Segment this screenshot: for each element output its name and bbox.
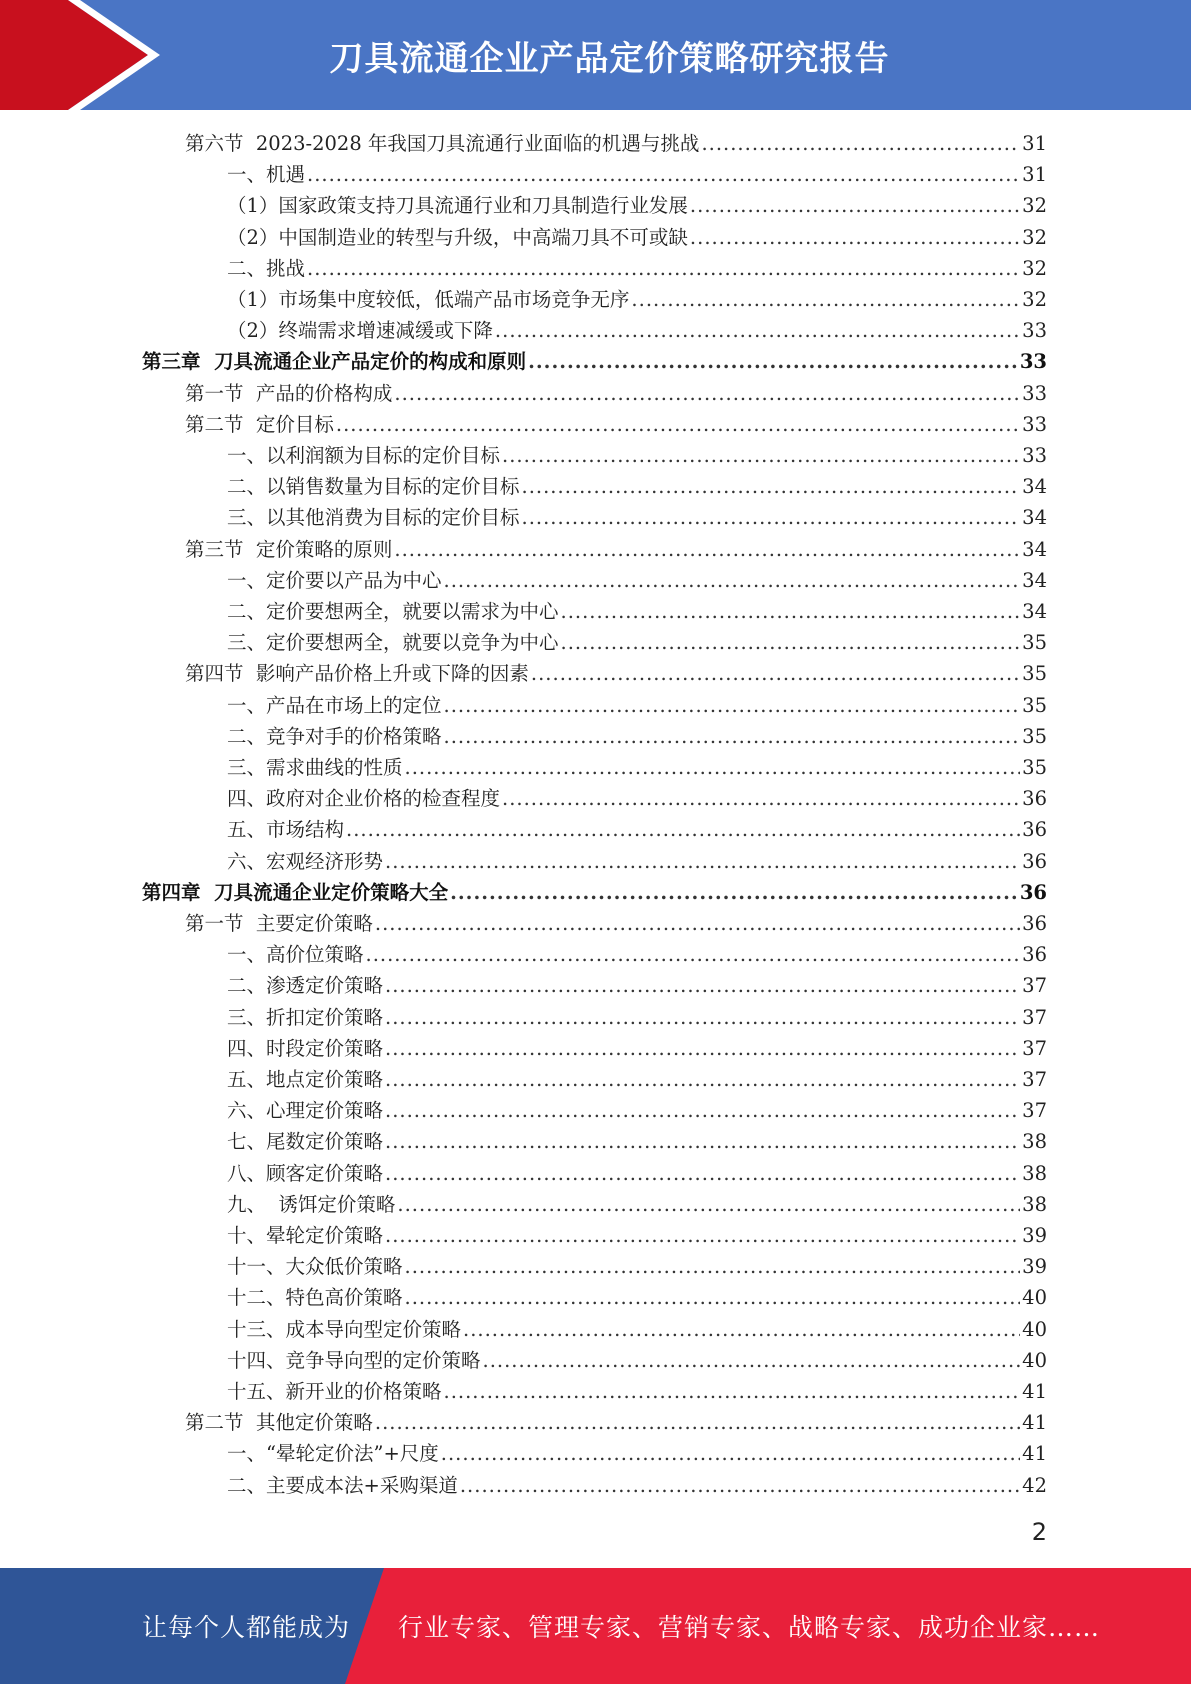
toc-entry-page: 36 xyxy=(1019,880,1047,904)
toc-entry-page: 33 xyxy=(1022,381,1047,405)
toc-entry-label: 三、定价要想两全，就要以竞争为中心 xyxy=(227,631,559,655)
report-header xyxy=(0,0,1191,110)
toc-entry-page: 37 xyxy=(1022,1036,1047,1060)
toc-entry-page: 38 xyxy=(1022,1161,1047,1185)
toc-entry-label: 六、宏观经济形势 xyxy=(227,849,384,873)
toc-entry-page: 39 xyxy=(1022,1224,1047,1247)
toc-dot-leader xyxy=(444,565,1021,596)
toc-dot-leader xyxy=(397,1189,1020,1220)
toc-entry[interactable] xyxy=(227,565,1047,596)
report-title: 刀具流通企业产品定价策略研究报告 xyxy=(329,38,890,79)
toc-dot-leader xyxy=(385,1064,1020,1095)
toc-dot-leader xyxy=(460,1470,1020,1501)
toc-dot-leader xyxy=(375,908,1020,939)
toc-entry-page: 34 xyxy=(1022,568,1047,592)
toc-dot-leader xyxy=(561,627,1021,658)
toc-entry-label: 二、主要成本法+采购渠道 xyxy=(227,1473,458,1497)
toc-dot-leader xyxy=(394,378,1020,409)
toc-entry-page: 34 xyxy=(1022,506,1047,530)
toc-dot-leader xyxy=(690,222,1020,253)
toc-entry[interactable] xyxy=(227,222,1047,253)
toc-entry-label: 第三章 刀具流通企业产品定价的构成和原则 xyxy=(142,350,527,374)
toc-entry[interactable] xyxy=(185,658,1047,689)
toc-dot-leader xyxy=(405,752,1021,783)
toc-entry[interactable] xyxy=(227,1314,1047,1345)
toc-dot-leader xyxy=(385,1095,1020,1126)
toc-entry-label: 五、市场结构 xyxy=(227,818,345,842)
toc-entry-label: 第一节 主要定价策略 xyxy=(185,912,373,935)
toc-entry-label: 九、 诱饵定价策略 xyxy=(227,1192,396,1216)
toc-dot-leader xyxy=(483,1345,1021,1376)
toc-entry[interactable] xyxy=(227,1033,1047,1064)
toc-dot-leader xyxy=(495,315,1020,346)
toc-dot-leader xyxy=(444,721,1021,752)
toc-entry[interactable] xyxy=(185,534,1047,565)
toc-dot-leader xyxy=(385,1126,1020,1157)
toc-entry-page: 38 xyxy=(1022,1192,1047,1216)
toc-entry-page: 33 xyxy=(1022,444,1047,467)
toc-entry-label: 三、折扣定价策略 xyxy=(227,1005,384,1029)
toc-entry-label: （1）市场集中度较低，低端产品市场竞争无序 xyxy=(227,288,630,311)
toc-entry-page: 40 xyxy=(1022,1317,1047,1341)
toc-entry[interactable] xyxy=(227,190,1047,221)
toc-dot-leader xyxy=(346,814,1020,845)
toc-entry[interactable] xyxy=(227,1002,1047,1033)
toc-entry-page: 33 xyxy=(1019,350,1047,374)
toc-entry[interactable] xyxy=(227,690,1047,721)
toc-entry[interactable] xyxy=(227,253,1047,284)
toc-chapter-entry[interactable] xyxy=(142,877,1047,908)
toc-entry-label: 一、产品在市场上的定位 xyxy=(227,693,442,717)
toc-entry-page: 41 xyxy=(1022,1380,1047,1403)
toc-entry-label: 一、高价位策略 xyxy=(227,943,364,967)
toc-dot-leader xyxy=(394,534,1020,565)
toc-dot-leader xyxy=(690,190,1020,221)
toc-dot-leader xyxy=(701,128,1020,159)
toc-entry-page: 32 xyxy=(1022,194,1047,218)
toc-entry-label: 一、机遇 xyxy=(227,163,306,187)
toc-entry[interactable] xyxy=(227,440,1047,471)
toc-entry-page: 38 xyxy=(1022,1130,1047,1154)
toc-dot-leader xyxy=(450,877,1018,908)
toc-entry-page: 37 xyxy=(1022,1005,1047,1029)
toc-entry-page: 33 xyxy=(1022,412,1047,436)
toc-dot-leader xyxy=(307,159,1020,190)
toc-chapter-entry[interactable] xyxy=(142,346,1047,377)
toc-entry-label: 第三节 定价策略的原则 xyxy=(185,537,393,561)
toc-entry-label: 三、需求曲线的性质 xyxy=(227,756,403,779)
toc-dot-leader xyxy=(385,1158,1020,1189)
toc-entry-label: 一、以利润额为目标的定价目标 xyxy=(227,444,501,467)
toc-dot-leader xyxy=(336,409,1020,440)
toc-entry-page: 31 xyxy=(1022,163,1047,187)
toc-entry-page: 36 xyxy=(1022,849,1047,873)
toc-entry[interactable] xyxy=(227,939,1047,970)
toc-entry-label: 二、渗透定价策略 xyxy=(227,974,384,998)
toc-dot-leader xyxy=(366,939,1021,970)
toc-entry-label: 十五、新开业的价格策略 xyxy=(227,1380,442,1403)
toc-entry[interactable] xyxy=(227,159,1047,190)
toc-entry-label: 第一节 产品的价格构成 xyxy=(185,381,393,405)
toc-dot-leader xyxy=(561,596,1021,627)
toc-entry[interactable] xyxy=(185,1407,1047,1438)
toc-entry-label: 一、“晕轮定价法”+尺度 xyxy=(227,1442,439,1466)
toc-entry-label: 二、以销售数量为目标的定价目标 xyxy=(227,475,520,499)
footer-slogan-right: 行业专家、管理专家、营销专家、战略专家、成功企业家…… xyxy=(398,1613,1101,1642)
toc-entry-page: 34 xyxy=(1022,537,1047,561)
toc-entry[interactable] xyxy=(227,315,1047,346)
toc-entry-label: 第六节 2023-2028 年我国刀具流通行业面临的机遇与挑战 xyxy=(185,132,700,155)
toc-dot-leader xyxy=(522,471,1021,502)
toc-entry-page: 33 xyxy=(1022,319,1047,343)
toc-entry-page: 37 xyxy=(1022,1099,1047,1123)
toc-entry[interactable] xyxy=(227,1064,1047,1095)
toc-dot-leader xyxy=(522,502,1021,533)
toc-entry[interactable] xyxy=(185,378,1047,409)
toc-entry-label: 十一、大众低价策略 xyxy=(227,1255,403,1279)
toc-entry[interactable] xyxy=(227,1158,1047,1189)
toc-entry-page: 40 xyxy=(1022,1286,1047,1310)
toc-entry[interactable] xyxy=(227,1282,1047,1313)
toc-entry-page: 37 xyxy=(1022,1068,1047,1091)
toc-entry[interactable] xyxy=(227,471,1047,502)
toc-entry-label: （2）中国制造业的转型与升级，中高端刀具不可或缺 xyxy=(227,225,688,249)
toc-entry[interactable] xyxy=(227,627,1047,658)
toc-dot-leader xyxy=(385,1220,1020,1251)
toc-entry-page: 40 xyxy=(1022,1348,1047,1372)
toc-entry[interactable] xyxy=(227,1470,1047,1501)
toc-entry-label: 十四、竞争导向型的定价策略 xyxy=(227,1348,481,1372)
toc-dot-leader xyxy=(385,1002,1020,1033)
toc-entry-label: 第四节 影响产品价格上升或下降的因素 xyxy=(185,662,529,686)
toc-entry-page: 32 xyxy=(1022,225,1047,249)
toc-entry[interactable] xyxy=(227,783,1047,814)
toc-entry-label: 四、时段定价策略 xyxy=(227,1036,384,1060)
toc-entry-page: 42 xyxy=(1022,1473,1047,1497)
toc-entry-page: 36 xyxy=(1022,943,1047,967)
toc-entry-label: 第四章 刀具流通企业定价策略大全 xyxy=(142,880,449,904)
toc-entry[interactable] xyxy=(227,596,1047,627)
toc-entry-label: 十、晕轮定价策略 xyxy=(227,1224,384,1247)
toc-entry[interactable] xyxy=(227,814,1047,845)
toc-dot-leader xyxy=(405,1282,1021,1313)
toc-entry-label: 三、以其他消费为目标的定价目标 xyxy=(227,506,520,530)
toc-entry[interactable] xyxy=(227,1189,1047,1220)
toc-entry[interactable] xyxy=(185,908,1047,939)
toc-entry-label: 六、心理定价策略 xyxy=(227,1099,384,1123)
toc-entry-label: 十三、成本导向型定价策略 xyxy=(227,1317,462,1341)
toc-entry-label: （1）国家政策支持刀具流通行业和刀具制造行业发展 xyxy=(227,194,688,218)
toc-entry-label: 四、政府对企业价格的检查程度 xyxy=(227,787,501,811)
toc-entry[interactable] xyxy=(227,846,1047,877)
toc-entry-page: 39 xyxy=(1022,1255,1047,1279)
toc-entry-page: 36 xyxy=(1022,912,1047,935)
toc-entry-page: 32 xyxy=(1022,256,1047,280)
toc-entry-label: 五、地点定价策略 xyxy=(227,1068,384,1091)
toc-entry-page: 36 xyxy=(1022,787,1047,811)
toc-dot-leader xyxy=(385,970,1020,1001)
toc-entry[interactable] xyxy=(227,970,1047,1001)
toc-dot-leader xyxy=(444,690,1021,721)
toc-entry[interactable] xyxy=(227,1095,1047,1126)
toc-entry-label: 二、定价要想两全，就要以需求为中心 xyxy=(227,600,559,623)
page-number: 2 xyxy=(1031,1518,1047,1546)
toc-dot-leader xyxy=(307,253,1020,284)
toc-entry-page: 31 xyxy=(1022,132,1047,155)
footer-slogan-left: 让每个人都能成为 xyxy=(142,1613,351,1642)
toc-entry-label: 第二节 其他定价策略 xyxy=(185,1411,373,1435)
toc-entry-page: 35 xyxy=(1022,724,1047,748)
toc-entry-label: 十二、特色高价策略 xyxy=(227,1286,403,1310)
toc-entry-page: 34 xyxy=(1022,600,1047,623)
toc-dot-leader xyxy=(502,440,1020,471)
toc-entry-page: 35 xyxy=(1022,662,1047,686)
toc-entry-label: （2）终端需求增速减缓或下降 xyxy=(227,319,493,343)
toc-entry[interactable] xyxy=(227,1220,1047,1251)
toc-dot-leader xyxy=(441,1438,1020,1469)
toc-entry-label: 第二节 定价目标 xyxy=(185,412,334,436)
toc-dot-leader xyxy=(502,783,1020,814)
toc-dot-leader xyxy=(405,1251,1021,1282)
toc-entry[interactable] xyxy=(185,128,1047,159)
toc-entry-label: 八、顾客定价策略 xyxy=(227,1161,384,1185)
toc-entry-page: 41 xyxy=(1022,1411,1047,1435)
toc-entry[interactable] xyxy=(227,1438,1047,1469)
toc-entry-label: 二、挑战 xyxy=(227,256,306,280)
toc-dot-leader xyxy=(385,846,1020,877)
toc-entry-label: 二、竞争对手的价格策略 xyxy=(227,724,442,748)
toc-dot-leader xyxy=(385,1033,1020,1064)
toc-entry[interactable] xyxy=(227,1126,1047,1157)
toc-dot-leader xyxy=(463,1314,1020,1345)
toc-entry-label: 七、尾数定价策略 xyxy=(227,1130,384,1154)
toc-entry[interactable] xyxy=(227,1251,1047,1282)
toc-dot-leader xyxy=(528,346,1018,377)
toc-entry-page: 36 xyxy=(1022,818,1047,842)
toc-dot-leader xyxy=(531,658,1020,689)
toc-dot-leader xyxy=(631,284,1020,315)
toc-entry-page: 35 xyxy=(1022,693,1047,717)
toc-entry[interactable] xyxy=(227,721,1047,752)
toc-entry-page: 37 xyxy=(1022,974,1047,998)
toc-entry[interactable] xyxy=(227,1345,1047,1376)
toc-entry-label: 一、定价要以产品为中心 xyxy=(227,568,442,592)
toc-entry-page: 32 xyxy=(1022,288,1047,311)
toc-dot-leader xyxy=(444,1376,1021,1407)
toc-dot-leader xyxy=(375,1407,1020,1438)
footer-banner xyxy=(0,1568,1191,1684)
toc-entry-page: 41 xyxy=(1022,1442,1047,1466)
toc-entry[interactable] xyxy=(185,409,1047,440)
toc-entry-page: 34 xyxy=(1022,475,1047,499)
toc-entry[interactable] xyxy=(227,752,1047,783)
toc-entry-page: 35 xyxy=(1022,756,1047,779)
toc-entry[interactable] xyxy=(227,502,1047,533)
toc-entry[interactable] xyxy=(227,284,1047,315)
toc-entry[interactable] xyxy=(227,1376,1047,1407)
toc-entry-page: 35 xyxy=(1022,631,1047,655)
